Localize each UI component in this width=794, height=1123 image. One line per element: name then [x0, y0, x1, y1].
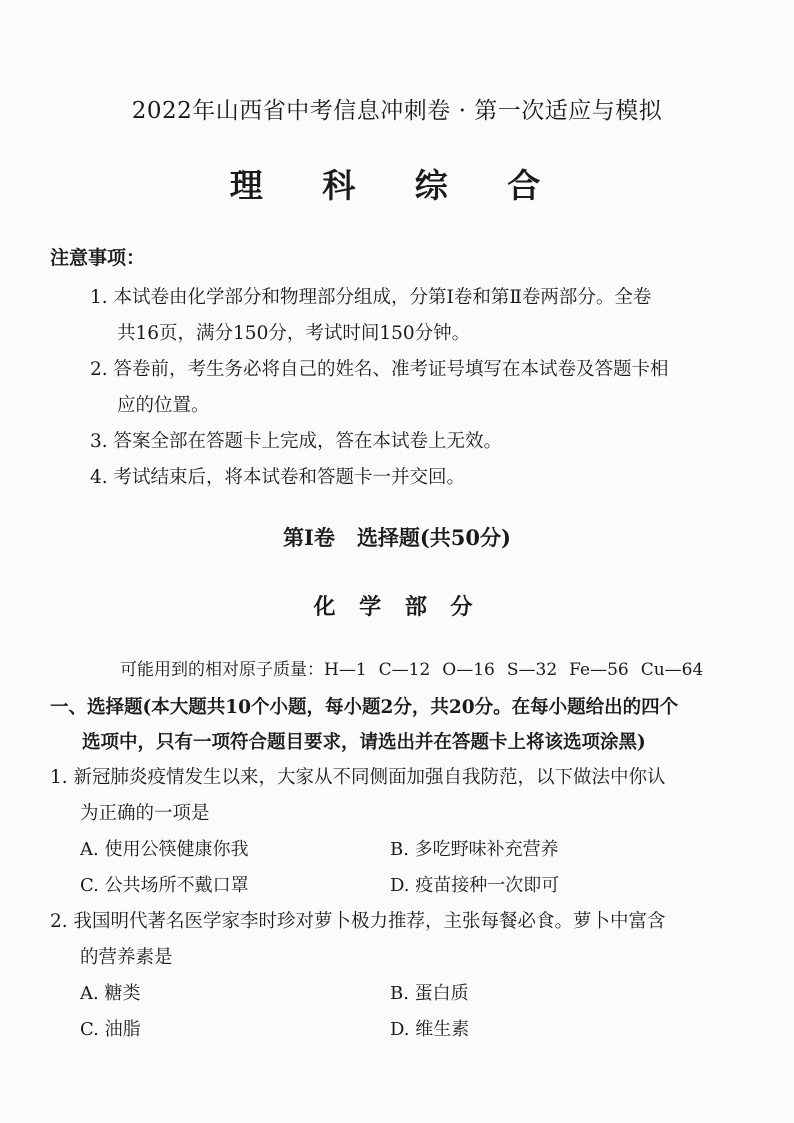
note-line: 1. 本试卷由化学部分和物理部分组成，分第Ⅰ卷和第Ⅱ卷两部分。全卷: [90, 287, 652, 308]
exam-header-title: 2022年山西省中考信息冲刺卷 · 第一次适应与模拟: [131, 98, 663, 124]
question-options: [50, 832, 760, 904]
option-d: D. 维生素: [390, 1019, 470, 1040]
part-one-line: 一、选择题(本大题共10个小题，每小题2分，共20分。在每小题给出的四个: [50, 697, 679, 718]
note-line-continued: 应的位置。: [117, 395, 210, 416]
option-c: C. 油脂: [80, 1019, 141, 1040]
option-b: B. 蛋白质: [390, 983, 469, 1004]
atomic-mass-value: Cu—64: [640, 660, 704, 680]
option-c: C. 公共场所不戴口罩: [80, 875, 249, 896]
atomic-mass-label: 可能用到的相对原子质量：: [120, 660, 324, 680]
exam-main-title: 理 科 综 合: [229, 166, 565, 205]
atomic-mass-value: C—12: [378, 660, 431, 680]
part-one-line-continued: 选项中，只有一项符合题目要求，请选出并在答题卡上将该选项涂黑): [82, 732, 646, 753]
option-a: A. 使用公筷健康你我: [80, 839, 249, 860]
note-item: [90, 424, 750, 460]
section-part-label: 第Ⅰ卷: [283, 525, 335, 550]
question-stem-line: 2. 我国明代著名医学家李时珍对萝卜极力推荐，主张每餐必食。萝卜中富含: [50, 911, 666, 932]
section-title: [0, 522, 794, 552]
note-item: [90, 352, 750, 424]
option-a: A. 糖类: [80, 983, 141, 1004]
note-item: [90, 280, 750, 352]
question-stem: [50, 760, 760, 832]
part-one-heading: [50, 690, 750, 760]
option-d: D. 疫苗接种一次即可: [390, 875, 560, 896]
question-stem-line: 1. 新冠肺炎疫情发生以来，大家从不同侧面加强自我防范，以下做法中你认: [50, 767, 666, 788]
question-stem: [50, 904, 760, 976]
question-item: [50, 904, 760, 1048]
question-stem-line-continued: 为正确的一项是: [80, 803, 210, 824]
notes-list: [90, 280, 750, 496]
atomic-mass-value: H—1: [324, 660, 367, 680]
option-b: B. 多吃野味补充营养: [390, 839, 559, 860]
note-line: 3. 答案全部在答题卡上完成，答在本试卷上无效。: [90, 431, 503, 452]
notes-heading: 注意事项：: [50, 247, 146, 269]
note-item: [90, 460, 750, 496]
atomic-mass-value: Fe—56: [569, 660, 629, 680]
atomic-mass-line: [120, 655, 715, 680]
atomic-mass-value: O—16: [442, 660, 495, 680]
section-title-text: 选择题(共50分): [356, 525, 511, 550]
note-line: 2. 答卷前，考生务必将自己的姓名、准考证号填写在本试卷及答题卡相: [90, 359, 669, 380]
question-stem-line-continued: 的营养素是: [80, 947, 173, 968]
note-line-continued: 共16页，满分150分，考试时间150分钟。: [117, 323, 471, 344]
note-line: 4. 考试结束后，将本试卷和答题卡一并交回。: [90, 467, 466, 488]
question-list: [50, 760, 760, 1048]
question-options: [50, 976, 760, 1048]
question-item: [50, 760, 760, 904]
subject-title: 化 学 部 分: [313, 594, 481, 620]
atomic-mass-value: S—32: [506, 660, 558, 680]
